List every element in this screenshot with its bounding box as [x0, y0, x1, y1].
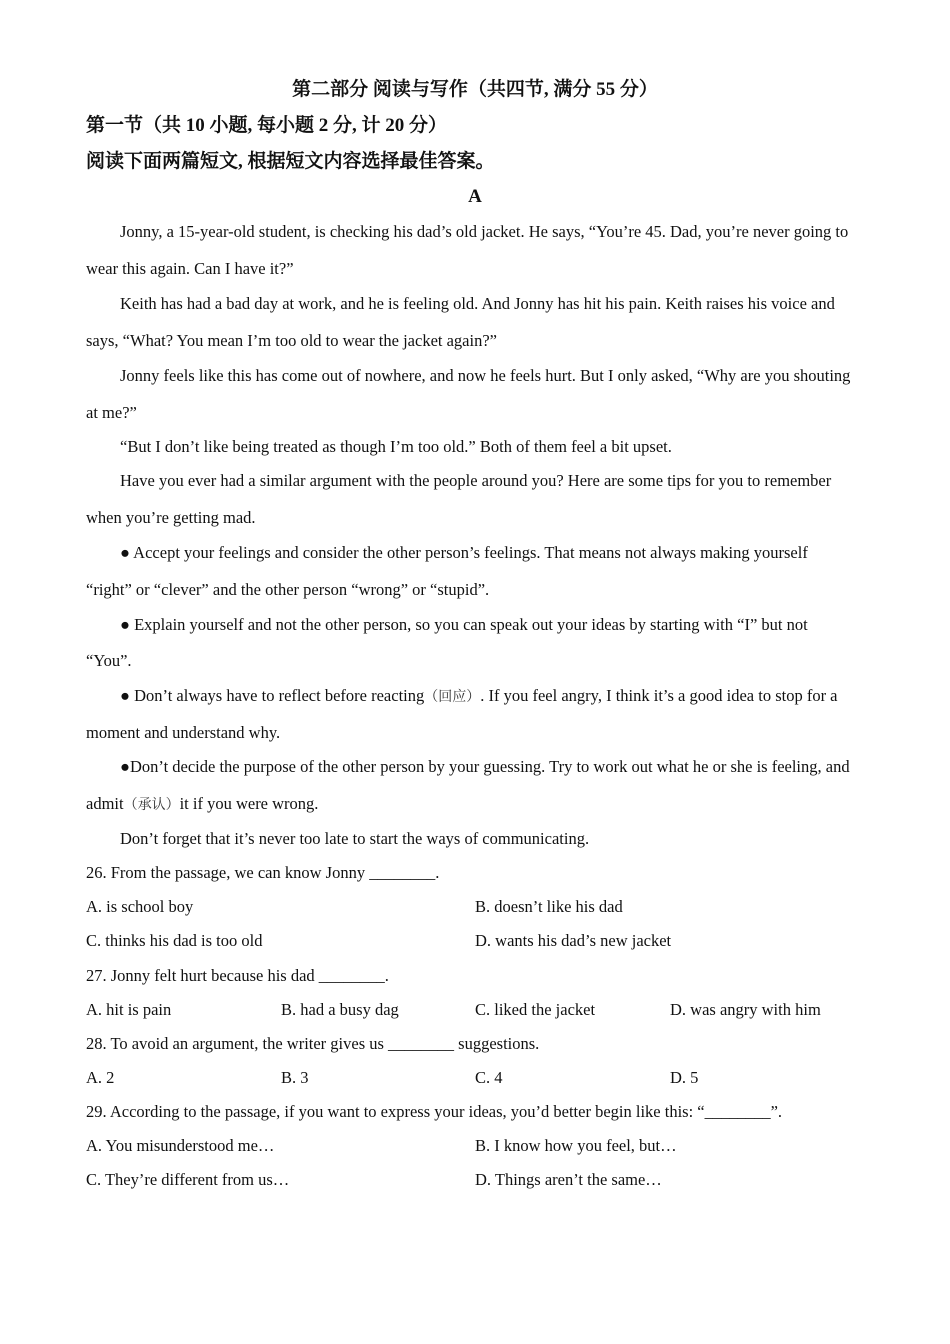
passage-line: Jonny, a 15-year-old student, is checking his dad’s old jacket. He says, “You’re 45. Dad, you’re never going to	[120, 222, 849, 241]
tip-line	[86, 794, 318, 815]
passage-line: Jonny feels like this has come out of nowhere, and now he feels hurt. But I only asked, “Why are you shouting	[120, 366, 851, 385]
question-stem: 27. Jonny felt hurt because his dad ________.	[86, 966, 389, 985]
option: D. wants his dad’s new jacket	[475, 931, 672, 950]
option: A. 2	[86, 1068, 115, 1087]
chinese-gloss: （承认）	[123, 797, 180, 813]
tip-text: admit	[86, 794, 124, 813]
chinese-gloss: （回应）	[424, 689, 481, 705]
tip-line: ● Accept your feelings and consider the other person’s feelings. That means not always making yourself	[120, 543, 808, 562]
passage-label: A	[468, 186, 482, 207]
question-stem: 26. From the passage, we can know Jonny ________.	[86, 863, 440, 882]
option: D. was angry with him	[670, 1000, 821, 1019]
passage-closing: Don’t forget that it’s never too late to start the ways of communicating.	[120, 829, 590, 848]
option: B. I know how you feel, but…	[475, 1136, 677, 1155]
option: D. 5	[670, 1068, 699, 1087]
option: A. hit is pain	[86, 1000, 172, 1019]
option: C. liked the jacket	[475, 1000, 596, 1019]
part-title: 第二部分 阅读与写作（共四节, 满分 55 分）	[292, 79, 658, 100]
instruction: 阅读下面两篇短文, 根据短文内容选择最佳答案。	[86, 151, 495, 172]
option: C. They’re different from us…	[86, 1170, 290, 1189]
option: A. You misunderstood me…	[86, 1136, 275, 1155]
option: B. had a busy dag	[281, 1000, 399, 1019]
option: B. 3	[281, 1068, 309, 1087]
passage-line: when you’re getting mad.	[86, 508, 256, 527]
passage-line: Keith has had a bad day at work, and he is feeling old. And Jonny has hit his pain. Keith raises his voice and	[120, 294, 835, 313]
passage-line: at me?”	[86, 403, 137, 422]
question-stem: 28. To avoid an argument, the writer gives us ________ suggestions.	[86, 1034, 540, 1053]
passage-line: wear this again. Can I have it?”	[86, 259, 294, 278]
option: C. 4	[475, 1068, 503, 1087]
option: C. thinks his dad is too old	[86, 931, 263, 950]
tip-line: “right” or “clever” and the other person “wrong” or “stupid”.	[86, 580, 490, 599]
passage-line: “But I don’t like being treated as though I’m too old.” Both of them feel a bit upset.	[120, 437, 672, 456]
option: B. doesn’t like his dad	[475, 897, 623, 916]
tip-text: it if you were wrong.	[179, 794, 319, 813]
passage-line: says, “What? You mean I’m too old to wear the jacket again?”	[86, 331, 497, 350]
question-stem: 29. According to the passage, if you want to express your ideas, you’d better begin like this: “________”.	[86, 1102, 783, 1121]
option: D. Things aren’t the same…	[475, 1170, 662, 1189]
tip-line: ● Explain yourself and not the other person, so you can speak out your ideas by starting with “I” but not	[120, 615, 808, 634]
section-title: 第一节（共 10 小题, 每小题 2 分, 计 20 分）	[86, 115, 448, 136]
tip-line: moment and understand why.	[86, 723, 281, 742]
tip-line: ●Don’t decide the purpose of the other person by your guessing. Try to work out what he or she is feeling, and	[120, 757, 850, 776]
passage-line: Have you ever had a similar argument with the people around you? Here are some tips for you to remember	[120, 471, 832, 490]
tip-text: ● Don’t always have to reflect before reacting	[120, 686, 425, 705]
tip-text: . If you feel angry, I think it’s a good idea to stop for a	[480, 686, 838, 705]
option: A. is school boy	[86, 897, 194, 916]
tip-line: “You”.	[86, 651, 132, 670]
tip-line	[120, 686, 838, 707]
